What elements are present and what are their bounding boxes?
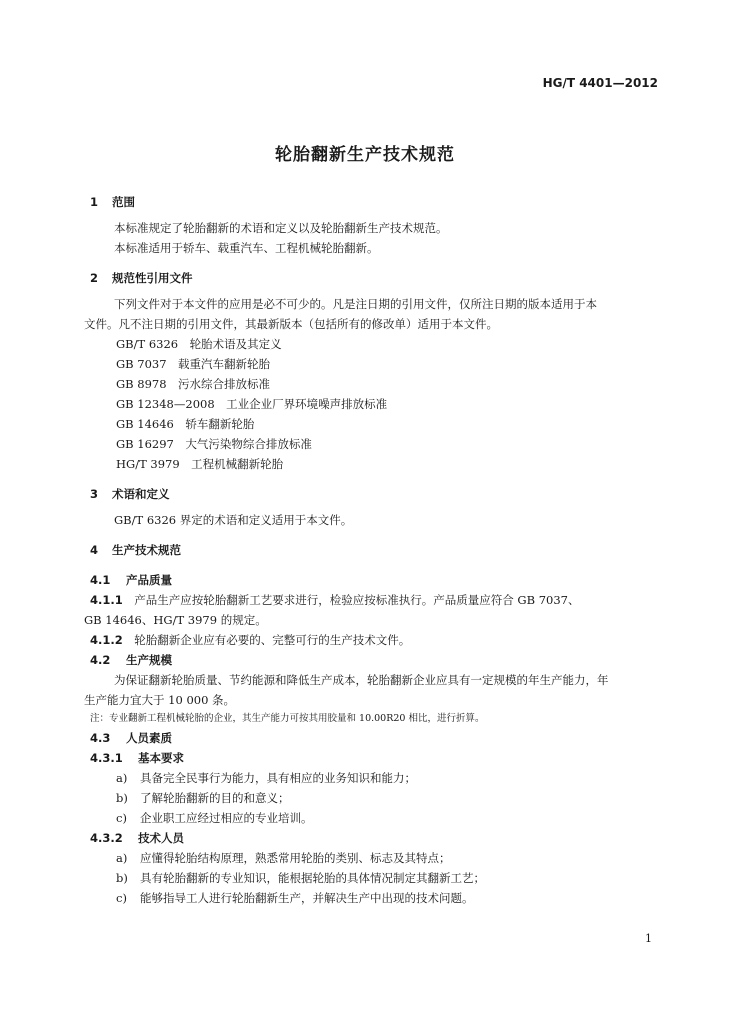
list-item: a) 应懂得轮胎结构原理，熟悉常用轮胎的类别、标志及其特点； [116,851,451,865]
document-title: 轮胎翻新生产技术规范 [275,145,455,165]
list-item: c) 企业职工应经过相应的专业培训。 [116,811,313,825]
subsection-heading: 4.3 人员素质 [90,731,172,745]
standard-number: HG/T 4401—2012 [542,76,658,90]
section-heading: 1 范围 [90,195,135,209]
paragraph: GB 14646、HG/T 3979 的规定。 [84,613,267,627]
section-heading: 3 术语和定义 [90,487,170,501]
reference-item: GB/T 6326 轮胎术语及其定义 [116,337,282,351]
list-item: b) 具有轮胎翻新的专业知识，能根据轮胎的具体情况制定其翻新工艺； [116,871,485,885]
section-heading: 2 规范性引用文件 [90,271,193,285]
reference-item: GB 14646 轿车翻新轮胎 [116,417,255,431]
reference-item: GB 12348—2008 工业企业厂界环境噪声排放标准 [116,397,388,411]
paragraph: 生产能力宜大于 10 000 条。 [84,693,236,707]
subsection-heading: 4.1 产品质量 [90,573,172,587]
list-item: c) 能够指导工人进行轮胎翻新生产，并解决生产中出现的技术问题。 [116,891,474,905]
list-item: b) 了解轮胎翻新的目的和意义； [116,791,290,805]
section-heading: 4 生产技术规范 [90,543,181,557]
paragraph: 本标准规定了轮胎翻新的术语和定义以及轮胎翻新生产技术规范。 [114,221,448,235]
paragraph: GB/T 6326 界定的术语和定义适用于本文件。 [114,513,353,527]
reference-item: GB 8978 污水综合排放标准 [116,377,271,391]
reference-item: GB 16297 大气污染物综合排放标准 [116,437,312,451]
reference-item: GB 7037 载重汽车翻新轮胎 [116,357,271,371]
paragraph: 4.1.2 轮胎翻新企业应有必要的、完整可行的生产技术文件。 [90,633,411,647]
note: 注：专业翻新工程机械轮胎的企业，其生产能力可按其用胶量和 10.00R20 相比，进行折算。 [90,713,485,724]
paragraph: 4.1.1 产品生产应按轮胎翻新工艺要求进行，检验应按标准执行。产品质量应符合 GB 7037、 [90,593,580,607]
paragraph: 本标准适用于轿车、载重汽车、工程机械轮胎翻新。 [114,241,379,255]
page-number: 1 [645,932,652,945]
paragraph: 下列文件对于本文件的应用是必不可少的。凡是注日期的引用文件，仅所注日期的版本适用于本 [114,297,597,311]
subsection-heading: 4.3.1 基本要求 [90,751,184,765]
subsection-heading: 4.2 生产规模 [90,653,172,667]
document-body [84,192,658,908]
paragraph: 文件。凡不注日期的引用文件，其最新版本（包括所有的修改单）适用于本文件。 [84,317,498,331]
list-item: a) 具备完全民事行为能力，具有相应的业务知识和能力； [116,771,416,785]
reference-item: HG/T 3979 工程机械翻新轮胎 [116,457,284,471]
paragraph: 为保证翻新轮胎质量、节约能源和降低生产成本，轮胎翻新企业应具有一定规模的年生产能力，年 [114,673,609,687]
subsection-heading: 4.3.2 技术人员 [90,831,184,845]
